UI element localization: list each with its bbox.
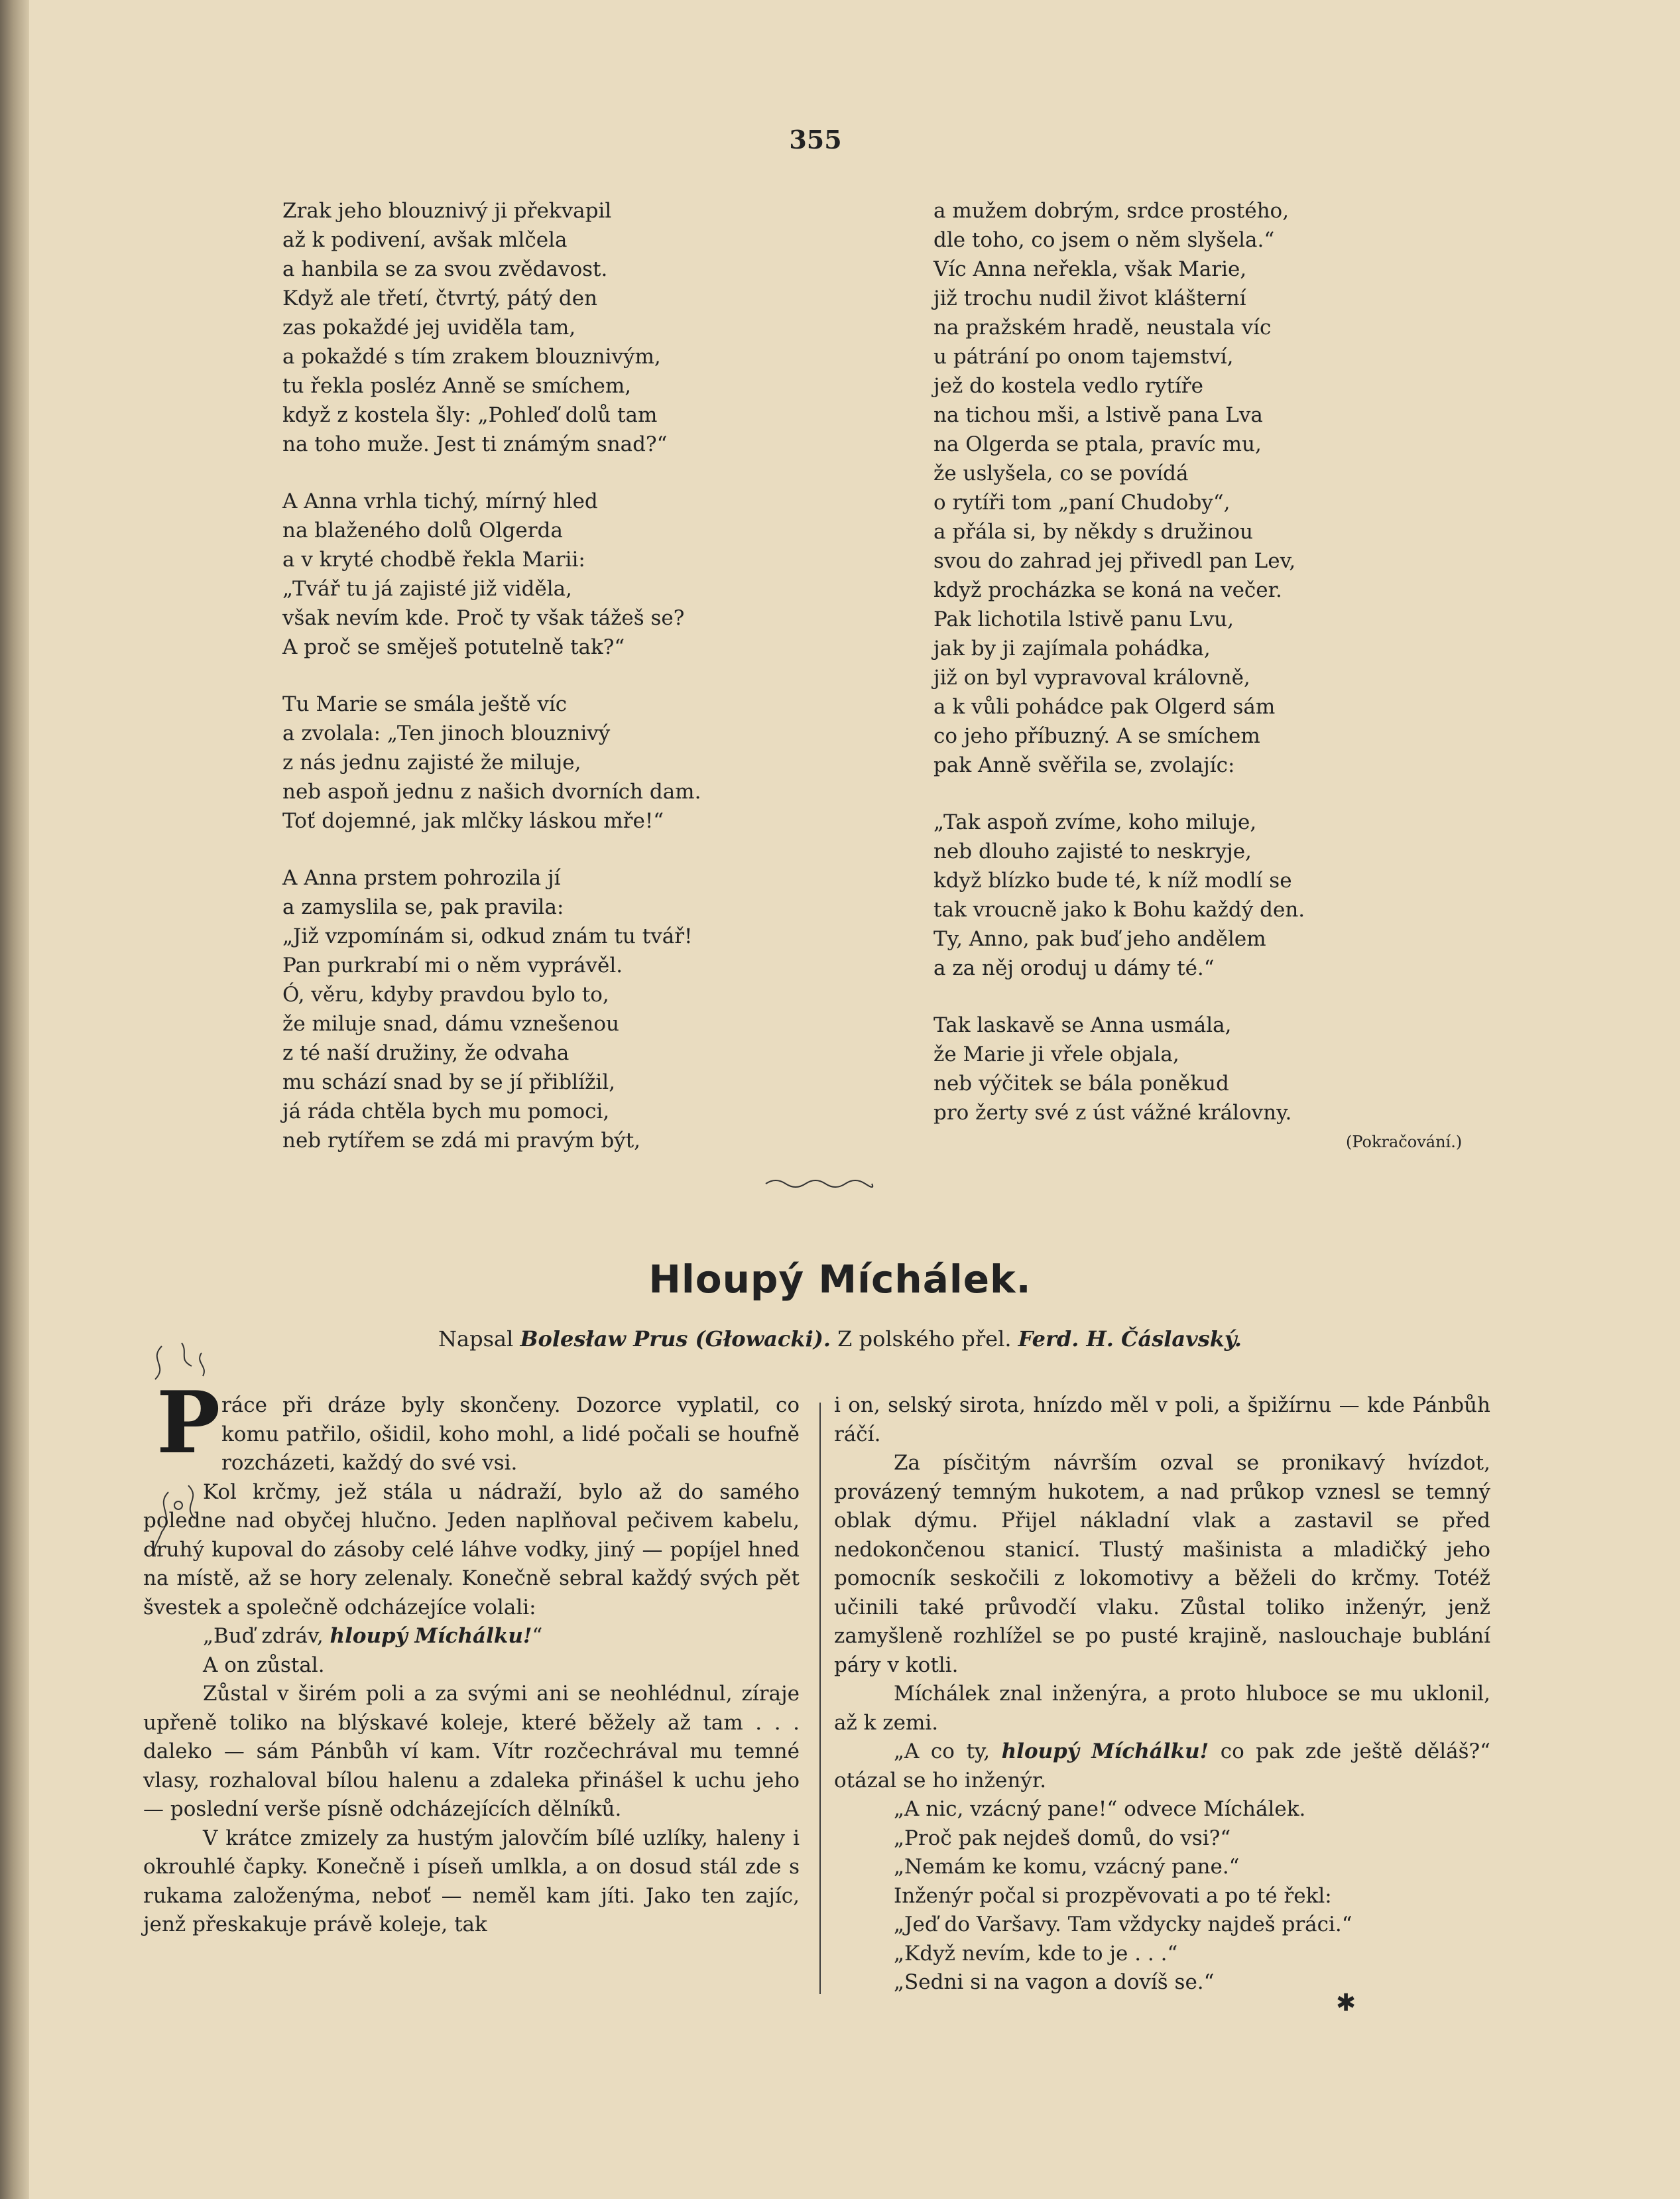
story-paragraph: Inženýr počal si prozpěvovati a po té řekl: (894, 1883, 1332, 1908)
poem-line: jež do kostela vedlo rytíře (933, 374, 1203, 398)
page-number: 355 (789, 125, 842, 155)
poem-line: na toho muže. Jest ti známým snad?“ (282, 432, 668, 456)
poem-line: co jeho příbuzný. A se smíchem (933, 724, 1260, 748)
poem-line: tu řekla posléz Anně se smíchem, (282, 374, 632, 398)
story-paragraph: „Buď zdráv, hloupý Míchálku!“ (203, 1624, 543, 1648)
story-paragraph: ráce při dráze byly skončeny. Dozorce vyplatil, co komu patřilo, ošidil, koho mohl, a lidé počali se houfně rozcházeti, každý do své vsi. (221, 1393, 800, 1475)
poem-line: na Olgerda se ptala, pravíc mu, (933, 432, 1262, 456)
poem-line: že Marie ji vřele objala, (933, 1042, 1179, 1066)
poem-line: Pak lichotila lstivě panu Lvu, (933, 607, 1234, 631)
author-name: Bolesław Prus (Głowacki). (520, 1326, 831, 1351)
poem-line: neb dlouho zajisté to neskryje, (933, 840, 1252, 863)
story-paragraph: Zůstal v širém poli a za svými ani se neohlédnul, zíraje upřeně toliko na blýskavé koleje, které běžely až tam . . . daleko — sám Pánbůh ví kam. Vítr rozčechrával mu temné vlasy, rozhaloval bílou halenu a zdaleka přinášel k uchu jeho — poslední verše písně odcházejících dělníků. (143, 1682, 800, 1821)
column-divider (819, 1403, 821, 1994)
emphasis: hloupý Míchálku! (1001, 1739, 1209, 1763)
story-paragraph: Za písčitým návrším ozval se pronikavý hvízdot, provázený temným hukotem, a nad průkop vznesl se temný oblak dýmu. Přijel nákladní vlak a zastavil se před nedokončenou stanicí. Tlustý mašinista a mladičký jeho pomocník seskočili z lokomotivy a běželi do krčmy. Totéž učinili také průvodčí vlaku. Zůstal toliko inženýr, jenž zamyšleně rozhlížel se po pusté krajině, naslouchaje bublání páry v kotli. (834, 1451, 1490, 1677)
byline-prefix: Napsal (438, 1326, 514, 1351)
poem-line: a za něj oroduj u dámy té.“ (933, 956, 1215, 980)
poem-line: když procházka se koná na večer. (933, 578, 1282, 602)
poem-line: však nevím kde. Proč ty však tážeš se? (282, 606, 685, 630)
poem-line: o rytíři tom „paní Chudoby“, (933, 491, 1230, 515)
story-paragraph: V krátce zmizely za hustým jalovčím bílé uzlíky, haleny i okrouhlé čapky. Konečně i píseň umlkla, a on dosud stál zde s rukama založenýma, neboť — neměl kam jíti. Jako ten zajíc, jenž přeskakuje právě koleje, tak (143, 1826, 800, 1936)
poem-line: A Anna vrhla tichý, mírný hled (282, 489, 598, 513)
poem-line: jak by ji zajímala pohádka, (933, 637, 1211, 660)
poem-line: na blaženého dolů Olgerda (282, 519, 563, 542)
poem-line: a k vůli pohádce pak Olgerd sám (933, 695, 1276, 719)
poem-line: z nás jednu zajisté že miluje, (282, 751, 581, 775)
poem-stanza (933, 196, 1543, 780)
poem-line: A Anna prstem pohrozila jí (282, 866, 561, 890)
poem-line: Toť dojemné, jak mlčky láskou mře!“ (282, 809, 664, 833)
poem-line: pak Anně svěřila se, zvolajíc: (933, 753, 1235, 777)
poem-line: mu schází snad by se jí přiblížil, (282, 1070, 616, 1094)
section-divider-ornament (762, 1174, 875, 1194)
poem-stanza (282, 487, 892, 662)
poem-line: a pokaždé s tím zrakem blouznivým, (282, 345, 661, 369)
poem-stanza (282, 196, 892, 459)
story-paragraph: Kol krčmy, jež stála u nádraží, bylo až do samého poledne nad obyčej hlučno. Jeden naplňoval pečivem kabelu, druhý kupoval do zásoby celé láhve vodky, jiný — popíjel hned na místě, až se hory zelenaly. Konečně sebral každý svých pět švestek a společně odcházejíce volali: (143, 1479, 800, 1619)
story-title: Hloupý Míchálek. (648, 1257, 1032, 1302)
poem-line: dle toho, co jsem o něm slyšela.“ (933, 228, 1275, 252)
poem-line: A proč se směješ potutelně tak?“ (282, 635, 625, 659)
byline-mid: Z polského přel. (837, 1326, 1012, 1351)
poem-line: Tu Marie se smála ještě víc (282, 692, 568, 716)
story-paragraph: i on, selský sirota, hnízdo měl v poli, a špižírnu — kde Pánbůh ráčí. (834, 1393, 1490, 1446)
story-left-column (143, 1391, 800, 1940)
story-paragraph: „Když nevím, kde to je . . .“ (894, 1941, 1178, 1966)
poem-line: a v kryté chodbě řekla Marii: (282, 548, 585, 572)
poem-line: Víc Anna neřekla, však Marie, (933, 257, 1247, 281)
story-paragraph: A on zůstal. (203, 1653, 325, 1677)
drop-cap-letter: P (156, 1373, 221, 1473)
poem-stanza (933, 1011, 1543, 1127)
poem-line: když z kostela šly: „Pohleď dolů tam (282, 403, 658, 427)
poem-line: neb aspoň jednu z našich dvorních dam. (282, 780, 701, 804)
poem-line: Tak laskavě se Anna usmála, (933, 1013, 1232, 1037)
poem-line: a zamyslila se, pak pravila: (282, 895, 564, 919)
story-paragraph: „A co ty, hloupý Míchálku! co pak zde ještě děláš?“ otázal se ho inženýr. (834, 1739, 1490, 1792)
poem-right-column (933, 196, 1543, 1155)
story-paragraph: „Nemám ke komu, vzácný pane.“ (894, 1855, 1240, 1879)
poem-line: Ty, Anno, pak buď jeho andělem (933, 927, 1266, 951)
poem-line: tak vroucně jako k Bohu každý den. (933, 898, 1305, 922)
poem-line: na tichou mši, a lstivě pana Lva (933, 403, 1263, 427)
poem-line: Zrak jeho blouznivý ji překvapil (282, 199, 612, 223)
continued-note: (Pokračování.) (1346, 1133, 1463, 1151)
emphasis: hloupý Míchálku! (330, 1624, 532, 1648)
poem-line: Když ale třetí, čtvrtý, pátý den (282, 286, 598, 310)
poem-left-column (282, 196, 892, 1183)
poem-line: že uslyšela, co se povídá (933, 462, 1189, 485)
poem-stanza (282, 690, 892, 836)
story-paragraph: „Jeď do Varšavy. Tam vždycky najdeš práci.“ (894, 1913, 1352, 1936)
story-paragraph: „Sedni si na vagon a dovíš se.“ (894, 1970, 1215, 1994)
translator-name: Ferd. H. Čáslavský. (1018, 1326, 1242, 1351)
poem-line: „Tvář tu já zajisté již viděla, (282, 577, 573, 601)
poem-line: již trochu nudil život klášterní (933, 286, 1246, 310)
poem-line: až k podivení, avšak mlčela (282, 228, 568, 252)
poem-line: a přála si, by někdy s družinou (933, 520, 1254, 544)
poem-line: pro žerty své z úst vážné královny. (933, 1101, 1292, 1125)
poem-line: na pražském hradě, neustala víc (933, 316, 1272, 340)
story-right-column (834, 1391, 1490, 1997)
poem-line: když blízko bude té, k níž modlí se (933, 869, 1292, 893)
story-paragraph: „A nic, vzácný pane!“ odvece Míchálek. (894, 1797, 1306, 1821)
poem-line: já ráda chtěla bych mu pomoci, (282, 1100, 610, 1123)
poem-line: a hanbila se za svou zvědavost. (282, 257, 608, 281)
poem-line: zas pokaždé jej uviděla tam, (282, 316, 576, 340)
poem-line: neb rytířem se zdá mi pravým být, (282, 1129, 641, 1153)
poem-line: neb výčitek se bála poněkud (933, 1072, 1229, 1096)
poem-line: Pan purkrabí mi o něm vyprávěl. (282, 954, 623, 977)
story-paragraph: „Proč pak nejdeš domů, do vsi?“ (894, 1826, 1231, 1850)
poem-line: již on byl vypravoval královně, (933, 666, 1250, 690)
poem-line: „Již vzpomínám si, odkud znám tu tvář! (282, 924, 693, 948)
end-asterisk: ✱ (1336, 1989, 1356, 2017)
poem-line: z té naší družiny, že odvaha (282, 1041, 570, 1065)
poem-line: „Tak aspoň zvíme, koho miluje, (933, 810, 1257, 834)
poem-line: a mužem dobrým, srdce prostého, (933, 199, 1290, 223)
poem-line: u pátrání po onom tajemství, (933, 345, 1234, 369)
byline (0, 1326, 1680, 1351)
poem-stanza (282, 863, 892, 1155)
story-paragraph: Míchálek znal inženýra, a proto hluboce se mu uklonil, až k zemi. (834, 1682, 1490, 1735)
poem-line: že miluje snad, dámu vznešenou (282, 1012, 619, 1036)
poem-line: a zvolala: „Ten jinoch blouznivý (282, 722, 611, 745)
book-binding-shadow (0, 0, 29, 2199)
poem-line: svou do zahrad jej přivedl pan Lev, (933, 549, 1296, 573)
poem-line: Ó, věru, kdyby pravdou bylo to, (282, 983, 609, 1007)
poem-stanza (933, 808, 1543, 983)
